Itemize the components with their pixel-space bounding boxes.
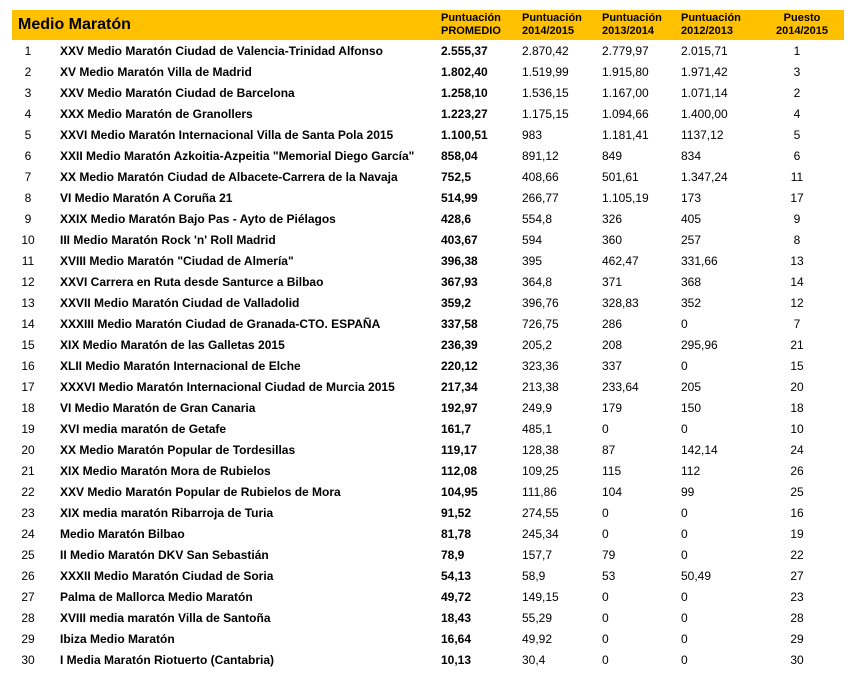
header-2012-2013: Puntuación 2012/2013 (681, 12, 741, 37)
score-2012-2013-cell: 50,49 (681, 569, 712, 583)
promedio-cell: 403,67 (441, 233, 478, 247)
score-2012-2013-cell: 0 (681, 590, 688, 604)
rank-cell: 10 (21, 233, 35, 247)
table-row (12, 208, 844, 229)
puesto-cell: 5 (793, 128, 801, 142)
score-2014-2015-cell: 323,36 (522, 359, 559, 373)
score-2012-2013-cell: 1137,12 (681, 128, 724, 142)
table-row (12, 481, 844, 502)
puesto-cell: 20 (790, 380, 804, 394)
score-2012-2013-cell: 0 (681, 653, 688, 667)
rank-cell: 16 (21, 359, 35, 373)
score-2012-2013-cell: 0 (681, 632, 688, 646)
score-2013-2014-cell: 115 (602, 464, 622, 478)
score-2012-2013-cell: 99 (681, 485, 695, 499)
score-2014-2015-cell: 249,9 (522, 401, 553, 415)
table-title: Medio Maratón (18, 16, 131, 33)
puesto-cell: 14 (790, 275, 804, 289)
race-name-cell: XIX media maratón Ribarroja de Turia (60, 506, 274, 520)
puesto-cell: 18 (790, 401, 804, 415)
rank-cell: 24 (21, 527, 35, 541)
promedio-cell: 91,52 (441, 506, 472, 520)
score-2012-2013-cell: 0 (681, 506, 688, 520)
score-2012-2013-cell: 0 (681, 548, 688, 562)
race-name-cell: XXVI Medio Maratón Internacional Villa de Santa Pola 2015 (60, 128, 394, 142)
rank-cell: 15 (21, 338, 35, 352)
promedio-cell: 1.258,10 (441, 86, 488, 100)
promedio-cell: 1.223,27 (441, 107, 488, 121)
score-2014-2015-cell: 726,75 (522, 317, 559, 331)
race-name-cell: XLII Medio Maratón Internacional de Elche (60, 359, 301, 373)
race-name-cell: XXXII Medio Maratón Ciudad de Soria (60, 569, 274, 583)
score-2014-2015-cell: 157,7 (522, 548, 553, 562)
puesto-cell: 8 (793, 233, 801, 247)
score-2014-2015-cell: 364,8 (522, 275, 553, 289)
score-2013-2014-cell: 2.779,97 (602, 44, 649, 58)
race-name-cell: Medio Maratón Bilbao (60, 527, 185, 541)
score-2012-2013-cell: 2.015,71 (681, 44, 728, 58)
race-name-cell: XX Medio Maratón Ciudad de Albacete-Carrera de la Navaja (60, 170, 398, 184)
score-2013-2014-cell: 0 (602, 611, 609, 625)
rank-cell: 17 (21, 380, 35, 394)
race-name-cell: XXV Medio Maratón Popular de Rubielos de Mora (60, 485, 341, 499)
puesto-cell: 17 (790, 191, 804, 205)
rank-cell: 26 (21, 569, 35, 583)
rank-cell: 11 (21, 254, 35, 268)
score-2013-2014-cell: 849 (602, 149, 623, 163)
rank-cell: 18 (21, 401, 35, 415)
score-2013-2014-cell: 233,64 (602, 380, 639, 394)
race-name-cell: XXVII Medio Maratón Ciudad de Valladolid (60, 296, 300, 310)
rank-cell: 21 (21, 464, 35, 478)
promedio-cell: 192,97 (441, 401, 478, 415)
table-row (12, 460, 844, 481)
puesto-cell: 22 (790, 548, 804, 562)
table-row (12, 649, 844, 670)
table-row (12, 271, 844, 292)
puesto-cell: 4 (793, 107, 801, 121)
race-name-cell: II Medio Maratón DKV San Sebastián (60, 548, 269, 562)
race-name-cell: XXX Medio Maratón de Granollers (60, 107, 253, 121)
table-row (12, 124, 844, 145)
score-2012-2013-cell: 150 (681, 401, 702, 415)
promedio-cell: 396,38 (441, 254, 478, 268)
race-name-cell: XXV Medio Maratón Ciudad de Barcelona (60, 86, 295, 100)
score-2012-2013-cell: 368 (681, 275, 702, 289)
score-2012-2013-cell: 331,66 (681, 254, 718, 268)
table-header (12, 10, 844, 40)
score-2013-2014-cell: 462,47 (602, 254, 639, 268)
score-2013-2014-cell: 179 (602, 401, 623, 415)
table-row (12, 313, 844, 334)
race-name-cell: XXVI Carrera en Ruta desde Santurce a Bilbao (60, 275, 324, 289)
rank-cell: 4 (24, 107, 32, 121)
rank-cell: 20 (21, 443, 35, 457)
rank-cell: 23 (21, 506, 35, 520)
score-2012-2013-cell: 1.971,42 (681, 65, 728, 79)
score-2014-2015-cell: 213,38 (522, 380, 559, 394)
header-promedio: Puntuación PROMEDIO (441, 12, 501, 37)
score-2014-2015-cell: 30,4 (522, 653, 546, 667)
promedio-cell: 220,12 (441, 359, 478, 373)
rank-cell: 19 (21, 422, 35, 436)
puesto-cell: 21 (790, 338, 804, 352)
rank-cell: 2 (24, 65, 32, 79)
score-2014-2015-cell: 396,76 (522, 296, 559, 310)
table-row (12, 439, 844, 460)
score-2013-2014-cell: 326 (602, 212, 623, 226)
race-name-cell: XIX Medio Maratón de las Galletas 2015 (60, 338, 285, 352)
table-row (12, 607, 844, 628)
table-row (12, 145, 844, 166)
score-2013-2014-cell: 79 (602, 548, 616, 562)
race-name-cell: Ibiza Medio Maratón (60, 632, 175, 646)
table-row (12, 229, 844, 250)
promedio-cell: 428,6 (441, 212, 472, 226)
score-2014-2015-cell: 1.519,99 (522, 65, 569, 79)
puesto-cell: 29 (790, 632, 804, 646)
promedio-cell: 1.802,40 (441, 65, 488, 79)
score-2014-2015-cell: 554,8 (522, 212, 553, 226)
puesto-cell: 25 (790, 485, 804, 499)
score-2014-2015-cell: 245,34 (522, 527, 559, 541)
promedio-cell: 367,93 (441, 275, 478, 289)
table-row (12, 103, 844, 124)
score-2013-2014-cell: 337 (602, 359, 623, 373)
rank-cell: 7 (24, 170, 32, 184)
score-2013-2014-cell: 104 (602, 485, 623, 499)
race-name-cell: I Media Maratón Riotuerto (Cantabria) (60, 653, 275, 667)
score-2013-2014-cell: 1.105,19 (602, 191, 649, 205)
score-2012-2013-cell: 1.347,24 (681, 170, 728, 184)
puesto-cell: 2 (793, 86, 801, 100)
race-name-cell: XXXIII Medio Maratón Ciudad de Granada-CTO. ESPAÑA (60, 317, 381, 331)
score-2013-2014-cell: 0 (602, 422, 609, 436)
score-2012-2013-cell: 834 (681, 149, 702, 163)
score-2014-2015-cell: 485,1 (522, 422, 553, 436)
table-row (12, 628, 844, 649)
score-2012-2013-cell: 142,14 (681, 443, 718, 457)
score-2013-2014-cell: 87 (602, 443, 616, 457)
score-2013-2014-cell: 1.181,41 (602, 128, 649, 142)
promedio-cell: 752,5 (441, 170, 472, 184)
promedio-cell: 112,08 (441, 464, 478, 478)
score-2014-2015-cell: 49,92 (522, 632, 553, 646)
score-2012-2013-cell: 0 (681, 359, 688, 373)
puesto-cell: 15 (790, 359, 804, 373)
promedio-cell: 78,9 (441, 548, 465, 562)
score-2012-2013-cell: 0 (681, 422, 688, 436)
promedio-cell: 359,2 (441, 296, 472, 310)
score-2012-2013-cell: 0 (681, 527, 688, 541)
score-2012-2013-cell: 352 (681, 296, 702, 310)
race-name-cell: XXII Medio Maratón Azkoitia-Azpeitia "Memorial Diego García" (60, 149, 415, 163)
score-2014-2015-cell: 58,9 (522, 569, 546, 583)
puesto-cell: 11 (790, 170, 804, 184)
rank-cell: 28 (21, 611, 35, 625)
score-2012-2013-cell: 1.071,14 (681, 86, 728, 100)
score-2014-2015-cell: 149,15 (522, 590, 559, 604)
promedio-cell: 54,13 (441, 569, 472, 583)
race-name-cell: XXIX Medio Maratón Bajo Pas - Ayto de Piélagos (60, 212, 336, 226)
rank-cell: 1 (24, 44, 32, 58)
promedio-cell: 2.555,37 (441, 44, 488, 58)
promedio-cell: 18,43 (441, 611, 472, 625)
score-2013-2014-cell: 1.167,00 (602, 86, 649, 100)
race-name-cell: XVIII media maratón Villa de Santoña (60, 611, 271, 625)
table-row (12, 355, 844, 376)
score-2013-2014-cell: 1.094,66 (602, 107, 649, 121)
race-name-cell: XXV Medio Maratón Ciudad de Valencia-Trinidad Alfonso (60, 44, 383, 58)
rank-cell: 6 (24, 149, 32, 163)
score-2014-2015-cell: 274,55 (522, 506, 559, 520)
promedio-cell: 104,95 (441, 485, 478, 499)
score-2014-2015-cell: 891,12 (522, 149, 559, 163)
score-2013-2014-cell: 208 (602, 338, 623, 352)
score-2013-2014-cell: 1.915,80 (602, 65, 649, 79)
rank-cell: 27 (21, 590, 35, 604)
score-2013-2014-cell: 371 (602, 275, 623, 289)
table-row (12, 523, 844, 544)
puesto-cell: 6 (793, 149, 801, 163)
puesto-cell: 16 (790, 506, 804, 520)
puesto-cell: 27 (790, 569, 804, 583)
puesto-cell: 26 (790, 464, 804, 478)
score-2014-2015-cell: 395 (522, 254, 543, 268)
race-name-cell: XIX Medio Maratón Mora de Rubielos (60, 464, 271, 478)
puesto-cell: 9 (793, 212, 801, 226)
promedio-cell: 49,72 (441, 590, 472, 604)
promedio-cell: 119,17 (441, 443, 478, 457)
score-2014-2015-cell: 1.175,15 (522, 107, 569, 121)
rank-cell: 25 (21, 548, 35, 562)
puesto-cell: 12 (790, 296, 804, 310)
score-2013-2014-cell: 0 (602, 590, 609, 604)
race-name-cell: III Medio Maratón Rock 'n' Roll Madrid (60, 233, 276, 247)
promedio-cell: 16,64 (441, 632, 472, 646)
score-2013-2014-cell: 0 (602, 653, 609, 667)
score-2012-2013-cell: 257 (681, 233, 702, 247)
score-2012-2013-cell: 1.400,00 (681, 107, 728, 121)
puesto-cell: 7 (793, 317, 801, 331)
header-2013-2014: Puntuación 2013/2014 (602, 12, 662, 37)
table-row (12, 61, 844, 82)
table-row (12, 334, 844, 355)
score-2013-2014-cell: 328,83 (602, 296, 639, 310)
puesto-cell: 1 (793, 44, 801, 58)
score-2014-2015-cell: 1.536,15 (522, 86, 569, 100)
rank-cell: 14 (21, 317, 35, 331)
score-2013-2014-cell: 0 (602, 632, 609, 646)
score-2013-2014-cell: 0 (602, 506, 609, 520)
table-row (12, 250, 844, 271)
table-row (12, 418, 844, 439)
race-name-cell: Palma de Mallorca Medio Maratón (60, 590, 253, 604)
rank-cell: 9 (24, 212, 32, 226)
score-2014-2015-cell: 111,86 (522, 485, 557, 499)
score-2014-2015-cell: 408,66 (522, 170, 559, 184)
promedio-cell: 236,39 (441, 338, 478, 352)
promedio-cell: 10,13 (441, 653, 472, 667)
race-name-cell: XV Medio Maratón Villa de Madrid (60, 65, 252, 79)
promedio-cell: 161,7 (441, 422, 472, 436)
table-row (12, 166, 844, 187)
race-name-cell: XVIII Medio Maratón "Ciudad de Almería" (60, 254, 294, 268)
race-name-cell: VI Medio Maratón de Gran Canaria (60, 401, 256, 415)
rank-cell: 30 (21, 653, 35, 667)
score-2014-2015-cell: 205,2 (522, 338, 553, 352)
promedio-cell: 81,78 (441, 527, 472, 541)
score-2012-2013-cell: 112 (681, 464, 701, 478)
table-body (12, 40, 844, 670)
promedio-cell: 514,99 (441, 191, 478, 205)
table-row (12, 502, 844, 523)
table-row (12, 586, 844, 607)
score-2013-2014-cell: 286 (602, 317, 623, 331)
rank-cell: 12 (21, 275, 35, 289)
promedio-cell: 337,58 (441, 317, 478, 331)
puesto-cell: 24 (790, 443, 804, 457)
header-2014-2015: Puntuación 2014/2015 (522, 12, 582, 37)
table-row (12, 397, 844, 418)
race-name-cell: XXXVI Medio Maratón Internacional Ciudad de Murcia 2015 (60, 380, 395, 394)
score-2014-2015-cell: 2.870,42 (522, 44, 569, 58)
score-2012-2013-cell: 0 (681, 317, 688, 331)
table-row (12, 376, 844, 397)
puesto-cell: 23 (790, 590, 804, 604)
rank-cell: 8 (24, 191, 32, 205)
score-2013-2014-cell: 360 (602, 233, 623, 247)
table-row (12, 292, 844, 313)
score-2012-2013-cell: 295,96 (681, 338, 718, 352)
race-name-cell: XVI media maratón de Getafe (60, 422, 227, 436)
table-row (12, 40, 844, 61)
rank-cell: 5 (24, 128, 32, 142)
score-2014-2015-cell: 128,38 (522, 443, 559, 457)
rank-cell: 22 (21, 485, 35, 499)
puesto-cell: 10 (790, 422, 804, 436)
score-2013-2014-cell: 0 (602, 527, 609, 541)
table-row (12, 544, 844, 565)
table-row (12, 565, 844, 586)
score-2012-2013-cell: 0 (681, 611, 688, 625)
score-2014-2015-cell: 55,29 (522, 611, 553, 625)
score-2014-2015-cell: 983 (522, 128, 543, 142)
rank-cell: 29 (21, 632, 35, 646)
puesto-cell: 3 (793, 65, 801, 79)
rank-cell: 3 (24, 86, 32, 100)
score-2012-2013-cell: 405 (681, 212, 702, 226)
score-2012-2013-cell: 173 (681, 191, 702, 205)
score-2013-2014-cell: 501,61 (602, 170, 639, 184)
promedio-cell: 217,34 (441, 380, 478, 394)
promedio-cell: 858,04 (441, 149, 478, 163)
race-name-cell: VI Medio Maratón A Coruña 21 (60, 191, 233, 205)
score-2013-2014-cell: 53 (602, 569, 616, 583)
table-row (12, 82, 844, 103)
puesto-cell: 30 (790, 653, 804, 667)
score-2014-2015-cell: 594 (522, 233, 543, 247)
table-row (12, 187, 844, 208)
score-2014-2015-cell: 109,25 (522, 464, 559, 478)
header-puesto: Puesto 2014/2015 (776, 12, 828, 37)
puesto-cell: 13 (790, 254, 804, 268)
puesto-cell: 28 (790, 611, 804, 625)
puesto-cell: 19 (790, 527, 804, 541)
score-2014-2015-cell: 266,77 (522, 191, 559, 205)
score-2012-2013-cell: 205 (681, 380, 702, 394)
promedio-cell: 1.100,51 (441, 128, 488, 142)
rank-cell: 13 (21, 296, 35, 310)
race-name-cell: XX Medio Maratón Popular de Tordesillas (60, 443, 296, 457)
